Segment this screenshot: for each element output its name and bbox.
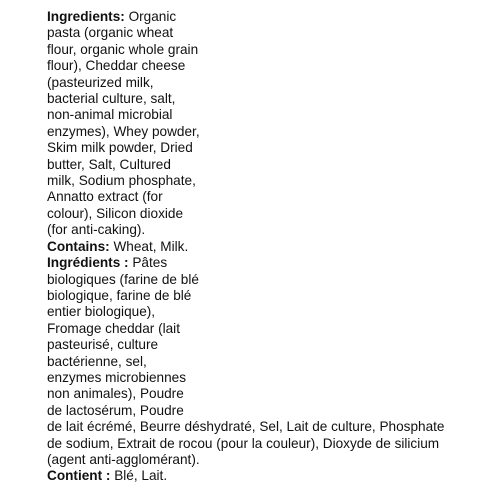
ingredients-heading: Ingredients: — [47, 9, 125, 24]
ingredients-fr-line-2: biologiques (farine de blé — [47, 271, 199, 287]
ingredients-line-11: milk, Sodium phosphate, — [47, 173, 196, 189]
ingredients-line-6: bacterial culture, salt, — [47, 91, 176, 107]
contains-heading: Contains: — [47, 238, 110, 254]
ingredients-fr-line-11: de lait écrémé, Beurre déshydraté, Sel, Lait de culture, Phosphate — [47, 419, 445, 435]
ingredients-fr-line-8: enzymes microbiennes — [47, 369, 187, 385]
contains-line — [47, 239, 467, 255]
ingredients-line-3: flour, organic whole grain — [47, 41, 199, 57]
contient-heading: Contient : — [47, 468, 111, 484]
contient-line — [47, 468, 467, 484]
ingredients-line-7: non-animal microbial — [47, 107, 173, 123]
ingredients-line-12: Annatto extract (for — [47, 189, 163, 205]
ingredients-fr-line-4: entier biologique), — [47, 304, 156, 320]
contains-text: Wheat, Milk. — [113, 238, 189, 254]
ingredients-fr-line-7: bactérienne, sel, — [47, 353, 147, 369]
ingredients-fr-line-10: de lactosérum, Poudre — [47, 402, 184, 418]
ingredient-label — [47, 9, 467, 485]
ingredients-fr-line-13: (agent anti-agglomérant). — [47, 451, 200, 467]
ingredients-fr-line-6: pasteurisé, culture — [47, 337, 159, 353]
ingredients-line-14: (for anti-caking). — [47, 222, 146, 238]
ingredients-line-8: enzymes), Whey powder, — [47, 123, 200, 139]
ingredients-fr-line-12: de sodium, Extrait de rocou (pour la couleur), Dioxyde de silicium — [47, 435, 440, 451]
ingredients-fr-line-1: Ingrédients : Pâtes — [47, 255, 168, 271]
ingredients-line-9: Skim milk powder, Dried — [47, 140, 193, 156]
ingredients-fr-line-3: biologique, farine de blé — [47, 287, 192, 303]
ingredients-line-10: butter, Salt, Cultured — [47, 156, 171, 172]
ingredients-fr-heading: Ingrédients : — [47, 255, 129, 271]
ingredients-line-4: flour), Cheddar cheese — [47, 58, 186, 74]
contient-text: Blé, Lait. — [114, 468, 168, 484]
ingredients-line-5: (pasteurized milk, — [47, 74, 154, 90]
ingredients-line-13: colour), Silicon dioxide — [47, 205, 184, 221]
ingredients-fr-line-5: Fromage cheddar (lait — [47, 320, 180, 336]
ingredients-line-1: Ingredients: Organic — [47, 9, 177, 24]
ingredients-line-2: pasta (organic wheat — [47, 25, 174, 41]
ingredients-fr-line-9: non animales), Poudre — [47, 386, 184, 402]
